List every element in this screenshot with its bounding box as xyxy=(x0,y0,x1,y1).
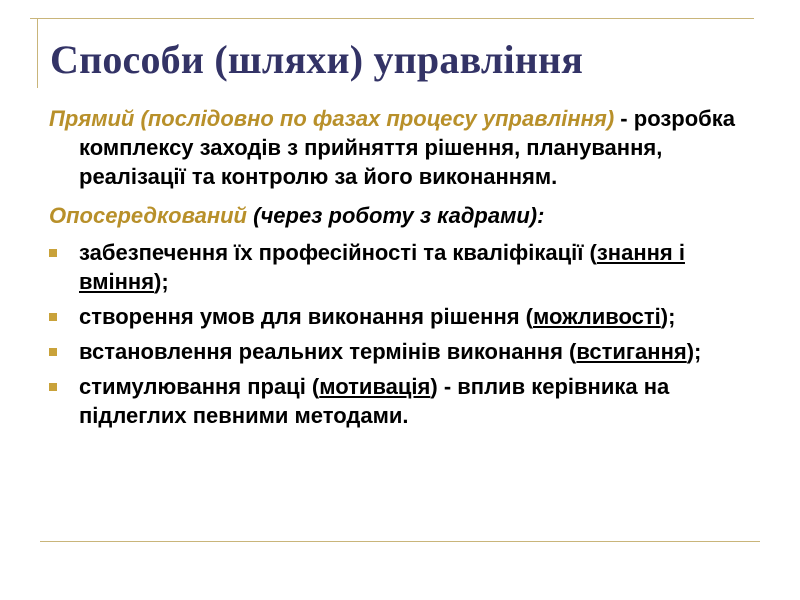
direct-method-dash: - xyxy=(614,106,628,131)
list-item-text-end: ); xyxy=(660,304,676,329)
list-item xyxy=(49,302,769,331)
left-rule xyxy=(37,18,38,88)
square-bullet-icon xyxy=(49,313,57,321)
indirect-method-term: Опосередкований xyxy=(49,203,247,228)
slide-body xyxy=(49,104,769,436)
list-item-underlined: встигання xyxy=(576,339,687,364)
list-item-underlined: знання і вміння xyxy=(79,240,685,294)
list-item xyxy=(49,337,769,366)
bottom-rule xyxy=(40,541,760,542)
direct-method-description: розробка комплексу заходів з прийняття рішення, планування, реалізації та контролю за його виконанням. xyxy=(79,106,735,189)
indirect-method-list xyxy=(49,238,769,430)
square-bullet-icon xyxy=(49,383,57,391)
indirect-method-note: (через роботу з кадрами): xyxy=(253,203,545,228)
top-rule xyxy=(30,18,754,19)
direct-method-paragraph xyxy=(49,104,769,191)
list-item-text-end: ); xyxy=(686,339,702,364)
indirect-method-heading xyxy=(49,201,769,230)
list-item-text: стимулювання праці ( xyxy=(79,374,320,399)
square-bullet-icon xyxy=(49,249,57,257)
list-item-underlined: мотивація xyxy=(319,374,431,399)
list-item-underlined: можливості xyxy=(533,304,661,329)
direct-method-term: Прямий xyxy=(49,106,135,131)
list-item-text: створення умов для виконання рішення ( xyxy=(79,304,534,329)
direct-method-note: (послідовно по фазах процесу управління) xyxy=(140,106,615,131)
list-item-text-end: ); xyxy=(154,269,169,294)
square-bullet-icon xyxy=(49,348,57,356)
list-item-text: встановлення реальних термінів виконання ( xyxy=(79,339,577,364)
list-item-text: забезпечення їх професійності та кваліфікації ( xyxy=(79,240,597,265)
list-item xyxy=(49,238,769,296)
slide-title: Способи (шляхи) управління xyxy=(50,37,584,82)
list-item xyxy=(49,372,769,430)
list-item-text-end: ) - вплив керівника на підлеглих певними методами. xyxy=(79,374,670,428)
